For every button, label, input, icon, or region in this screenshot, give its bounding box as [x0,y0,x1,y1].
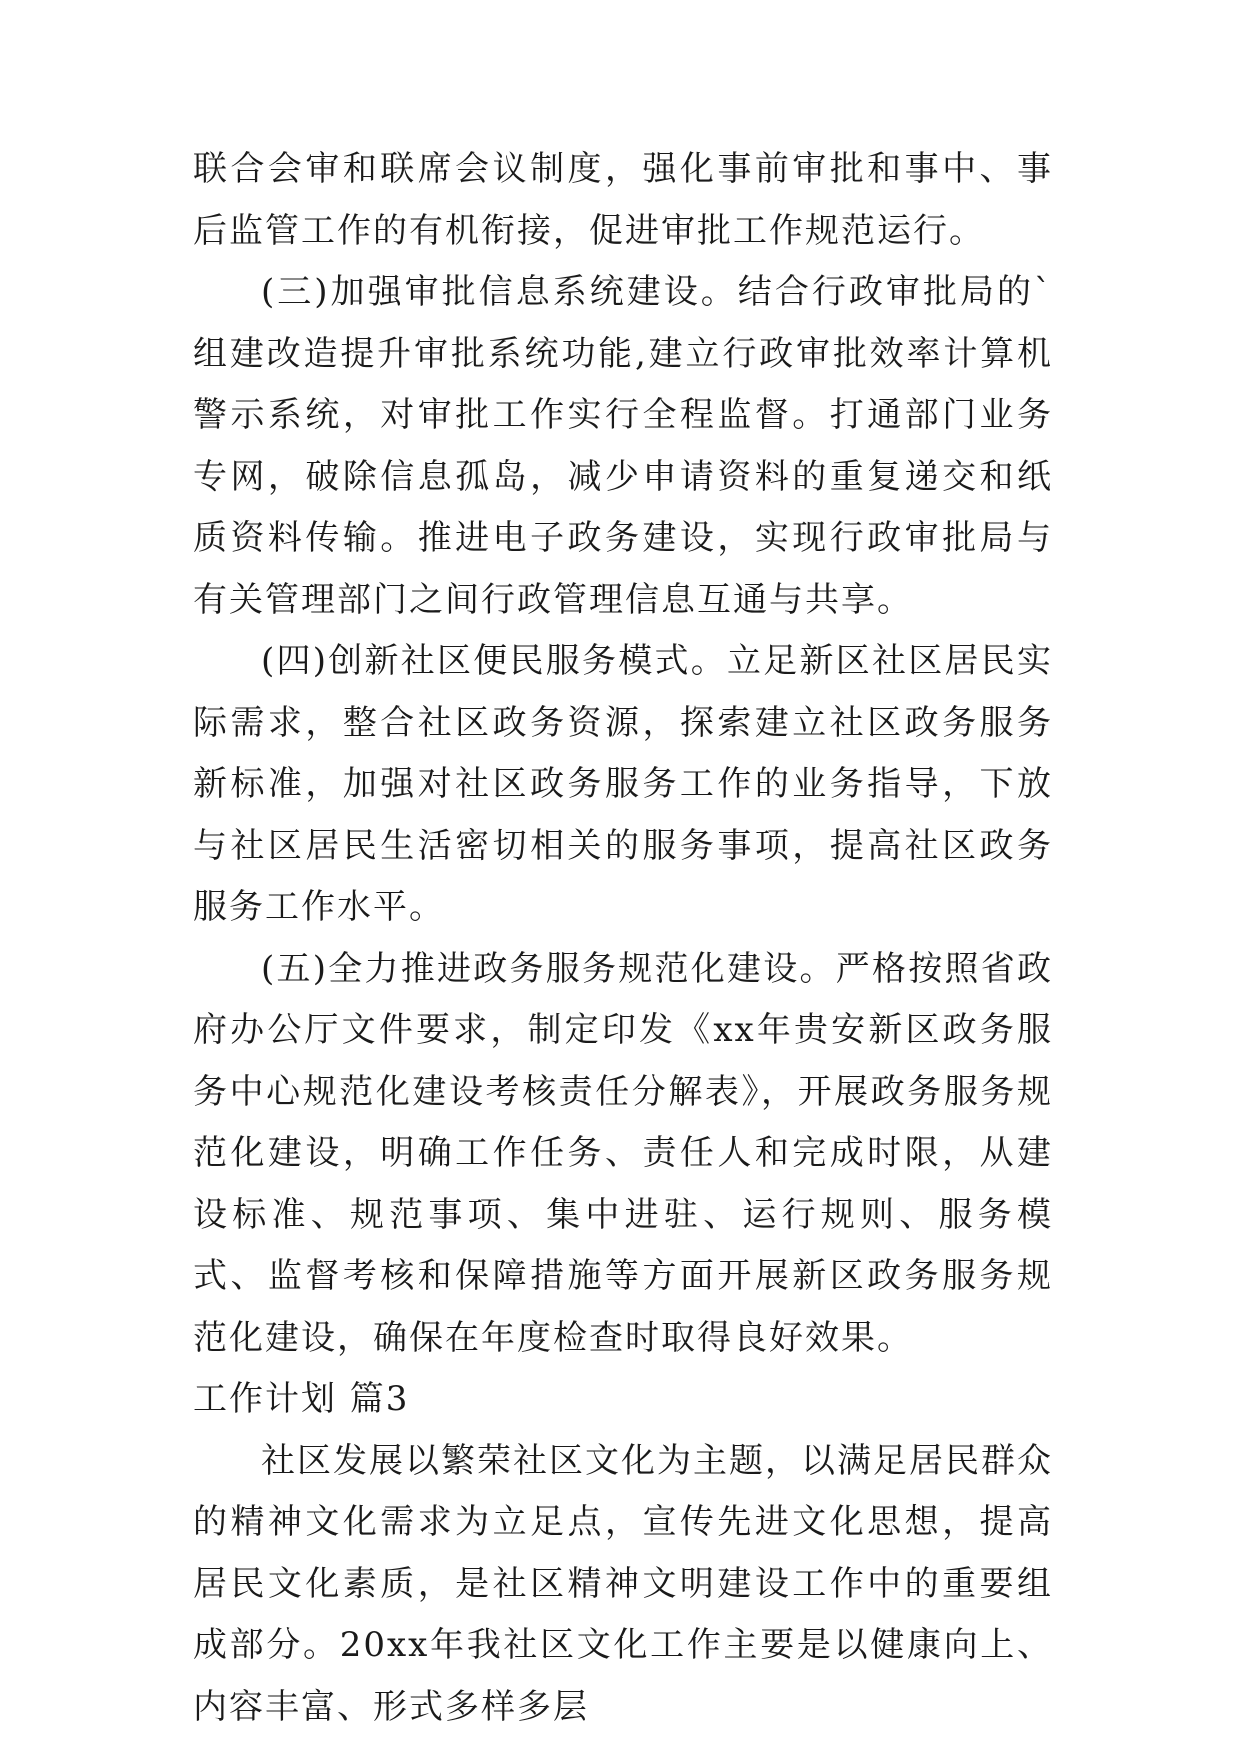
document-body [193,139,1053,1738]
paragraph-continuation: 联合会审和联席会议制度，强化事前审批和事中、事后监管工作的有机衔接，促进审批工作规范运行。 [193,149,1053,251]
paragraph-item-5: (五)全力推进政务服务规范化建设。严格按照省政府办公厅文件要求，制定印发《xx年贵安新区政务服务中心规范化建设考核责任分解表》，开展政务服务规范化建设，明确工作任务、责任人和完成时限，从建设标准、规范事项、集中进驻、运行规则、服务模式、监督考核和保障措施等方面开展新区政务服务规范化建设，确保在年度检查时取得良好效果。 [193,948,1053,1358]
section-paragraph: 社区发展以繁荣社区文化为主题，以满足居民群众的精神文化需求为立足点，宣传先进文化思想，提高居民文化素质，是社区精神文明建设工作中的重要组成部分。20xx年我社区文化工作主要是以健康向上、内容丰富、形式多样多层 [193,1440,1053,1727]
paragraph-item-4: (四)创新社区便民服务模式。立足新区社区居民实际需求，整合社区政务资源，探索建立社区政务服务新标准，加强对社区政务服务工作的业务指导，下放与社区居民生活密切相关的服务事项，提高社区政务服务工作水平。 [193,641,1053,927]
paragraph-item-3: (三)加强审批信息系统建设。结合行政审批局的`组建改造提升审批系统功能,建立行政审批效率计算机警示系统，对审批工作实行全程监督。打通部门业务专网，破除信息孤岛，减少申请资料的重复递交和纸质资料传输。推进电子政务建设，实现行政审批局与有关管理部门之间行政管理信息互通与共享。 [193,272,1053,620]
section-heading: 工作计划 篇3 [193,1379,410,1419]
